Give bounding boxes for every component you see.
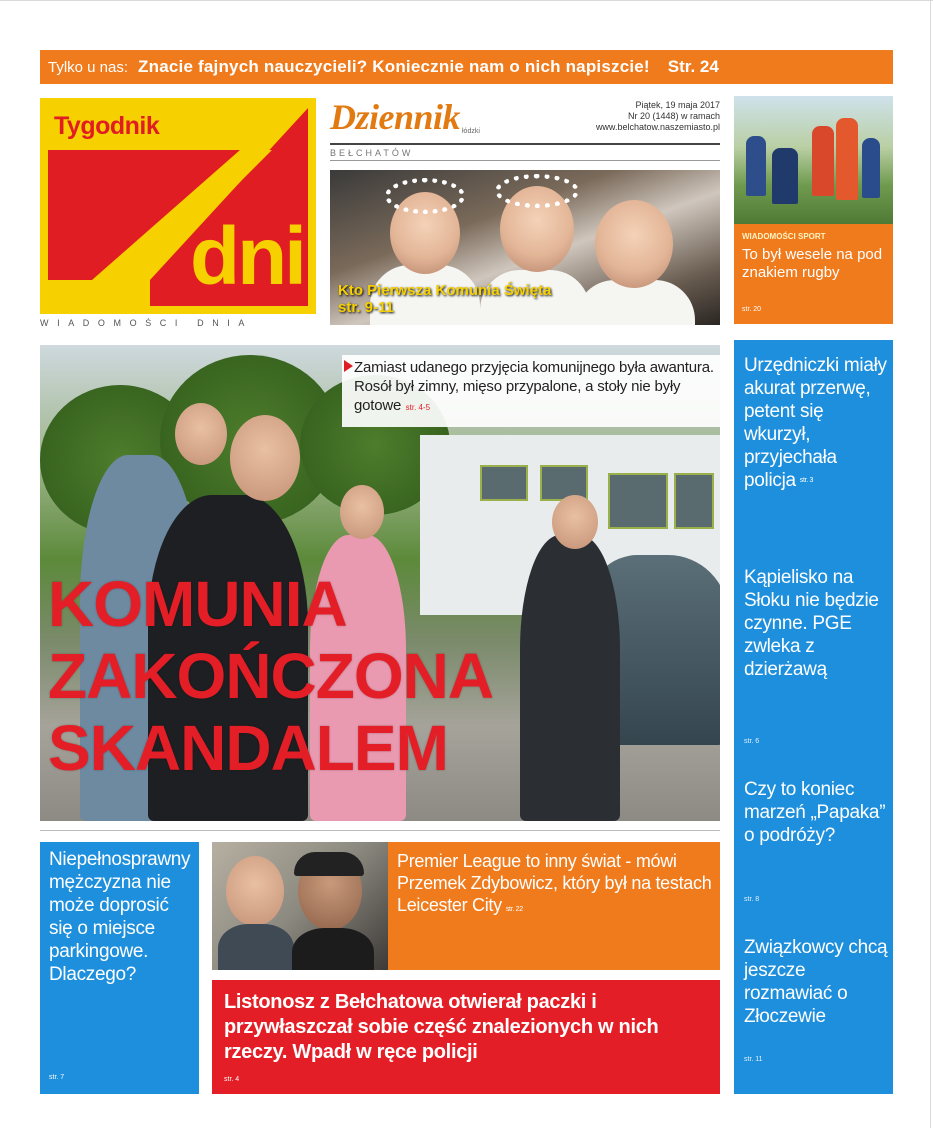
flower-wreath	[385, 178, 465, 214]
right-story-page: str. 3	[799, 477, 814, 485]
player-figure	[812, 126, 834, 196]
postman-page: str. 4	[224, 1076, 240, 1083]
premier-text	[397, 850, 715, 921]
issue-url: www.belchatow.naszemiasto.pl	[595, 122, 720, 132]
person	[218, 924, 294, 970]
rugby-photo	[734, 96, 893, 224]
edition-city: BEŁCHATÓW	[330, 148, 414, 158]
right-story-text: Urzędniczki miały akurat przerwę, petent się wkurzył, przyjechała policja	[744, 355, 887, 491]
dziennik-subtitle: łódzki	[462, 128, 480, 135]
right-story-page: str. 6	[744, 738, 760, 745]
flower-wreath	[495, 174, 579, 208]
premier-page: str. 22	[505, 906, 523, 913]
banner-page: Str. 24	[667, 57, 719, 76]
frame-right	[930, 0, 931, 1128]
parking-story[interactable]	[40, 842, 199, 1094]
dziennik-logo[interactable]: Dziennik	[330, 97, 461, 137]
frame-top	[0, 0, 933, 1]
communion-photo[interactable]	[330, 170, 720, 325]
sport-page: str. 20	[742, 306, 762, 313]
deck-text: Zamiast udanego przyjęcia komunijnego była awantura. Rosół był zimny, mięso przypalone, a stoły nie były gotowe	[354, 359, 714, 414]
logo-tagline: WIADOMOŚCI DNIA	[40, 318, 254, 328]
postman-text: Listonosz z Bełchatowa otwierał paczki i przywłaszczał sobie część znalezionych w nich rzeczy. Wpadł w ręce policji	[224, 991, 659, 1063]
building-window	[480, 465, 528, 501]
sport-text: To był wesele na pod znakiem rugby	[742, 246, 883, 281]
main-headline[interactable]	[48, 568, 493, 784]
player-figure	[772, 148, 798, 204]
headline-line: SKANDALEM	[48, 712, 448, 784]
communion-caption: Kto Pierwsza Komunia Święta str. 9-11	[338, 282, 552, 316]
player-figure	[862, 138, 880, 198]
person-head	[230, 415, 300, 501]
footballer-photo[interactable]	[212, 842, 388, 970]
deck-page: str. 4-5	[405, 403, 431, 412]
sport-teaser[interactable]	[734, 96, 893, 324]
person-head	[340, 485, 384, 539]
main-deck[interactable]	[342, 355, 720, 427]
issue-date: Piątek, 19 maja 2017	[635, 100, 720, 110]
parking-page: str. 7	[49, 1074, 65, 1081]
person	[520, 535, 620, 821]
right-story[interactable]	[744, 778, 889, 847]
logo-brand: Tygodnik	[54, 112, 160, 140]
person-head	[175, 403, 227, 465]
right-story[interactable]	[744, 566, 889, 681]
banner-headline: Znacie fajnych nauczycieli? Koniecznie nam o nich napiszcie!	[138, 57, 650, 76]
logo-dni: dni	[190, 211, 304, 302]
postman-story[interactable]	[212, 980, 720, 1094]
tygodnik-7-dni-logo[interactable]	[40, 98, 316, 314]
header-rule	[330, 143, 720, 145]
section-rule	[40, 830, 720, 831]
sport-kicker: WIADOMOŚCI SPORT	[742, 232, 826, 241]
right-story[interactable]	[744, 354, 889, 492]
right-column	[734, 340, 893, 1094]
issue-info	[560, 100, 720, 133]
right-story-text: Czy to koniec marzeń „Papaka” o podróży?	[744, 779, 886, 846]
right-story-page: str. 11	[744, 1056, 763, 1063]
player-figure	[746, 136, 766, 196]
header-rule-thin	[330, 160, 720, 161]
issue-number: Nr 20 (1448) w ramach	[627, 111, 720, 121]
right-story-page: str. 8	[744, 896, 760, 903]
headline-line: KOMUNIA	[48, 568, 347, 640]
player-figure	[836, 118, 858, 200]
person	[292, 928, 374, 970]
headline-line: ZAKOŃCZONA	[48, 640, 494, 712]
arrow-right-icon	[344, 360, 353, 372]
right-story[interactable]	[744, 936, 889, 1028]
premier-text-body: Premier League to inny świat - mówi Przemek Zdybowicz, który był na testach Leicester City	[397, 851, 712, 915]
kid-face	[595, 200, 673, 288]
person	[294, 852, 364, 876]
right-story-text: Związkowcy chcą jeszcze rozmawiać o Złoczewie	[744, 937, 888, 1027]
building-window	[674, 473, 714, 529]
banner-lead: Tylko u nas:	[48, 58, 129, 76]
right-story-text: Kąpielisko na Słoku nie będzie czynne. PGE zwleka z dzierżawą	[744, 567, 879, 680]
person-head	[552, 495, 598, 549]
parking-text: Niepełnosprawny mężczyzna nie może doprosić się o miejsce parkingowe. Dlaczego?	[49, 849, 191, 985]
person-head	[226, 856, 284, 926]
premier-league-story[interactable]	[388, 842, 720, 970]
building-window	[608, 473, 668, 529]
top-banner[interactable]	[40, 50, 893, 84]
